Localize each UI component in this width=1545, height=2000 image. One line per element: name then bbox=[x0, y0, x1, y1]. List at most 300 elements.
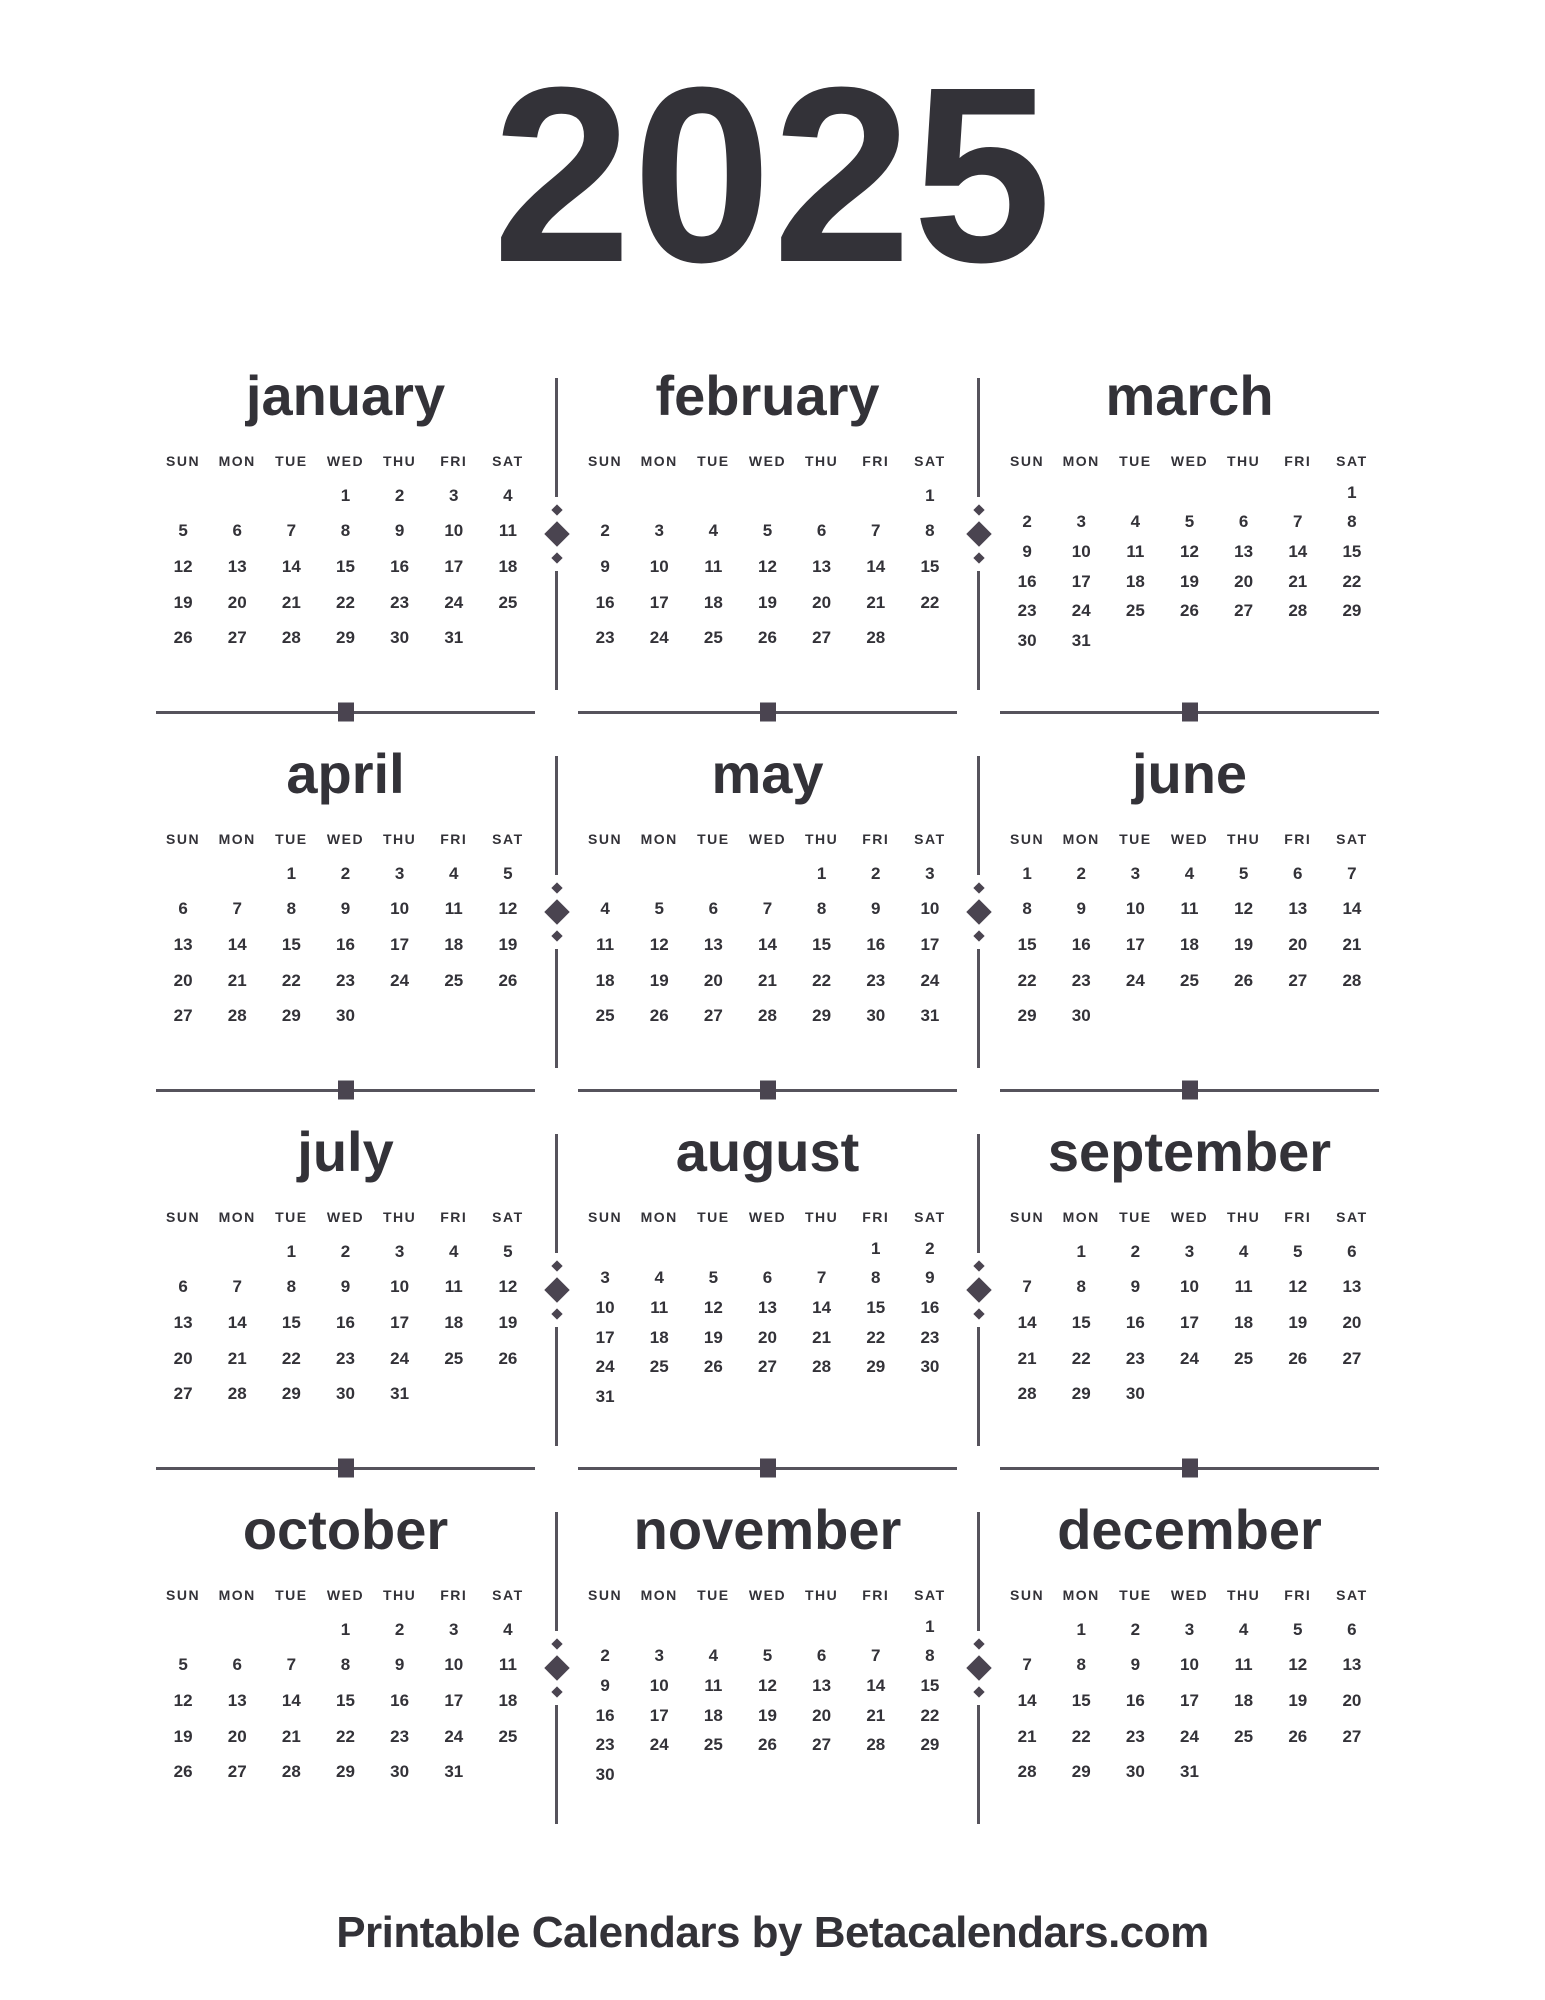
weekday-label: SAT bbox=[492, 831, 524, 847]
date-cell: 12 bbox=[173, 556, 193, 576]
date-cell: 26 bbox=[758, 628, 777, 648]
divider-line bbox=[977, 571, 980, 690]
date-cell: 21 bbox=[866, 1705, 886, 1725]
date-cell: 16 bbox=[920, 1298, 940, 1318]
weekday-label: FRI bbox=[440, 1209, 468, 1225]
date-cell-empty bbox=[903, 1382, 957, 1412]
date-cell: 4 bbox=[1184, 863, 1195, 883]
date-cell: 9 bbox=[871, 899, 881, 919]
weekday-label: SUN bbox=[166, 453, 201, 469]
date-cell: 19 bbox=[498, 1312, 518, 1332]
date-cell: 8 bbox=[340, 1655, 351, 1675]
date-cell-empty bbox=[156, 1612, 210, 1648]
date-cell: 15 bbox=[920, 1676, 940, 1696]
weekday-label: SUN bbox=[1010, 831, 1045, 847]
square-icon bbox=[1182, 1081, 1198, 1100]
date-cell: 29 bbox=[1017, 1006, 1037, 1026]
date-cell: 29 bbox=[281, 1384, 301, 1404]
date-cell-empty bbox=[156, 856, 210, 892]
date-cell: 27 bbox=[227, 628, 247, 648]
date-cell: 5 bbox=[1293, 1241, 1303, 1261]
date-cell: 29 bbox=[866, 1357, 886, 1377]
date-cell: 2 bbox=[1130, 1619, 1141, 1639]
weekday-header-row bbox=[156, 1204, 535, 1230]
date-cell-empty bbox=[1054, 478, 1108, 508]
divider-gap bbox=[549, 700, 564, 724]
date-cell-empty bbox=[849, 478, 903, 514]
date-cell: 23 bbox=[1017, 601, 1037, 621]
date-cell: 5 bbox=[178, 1655, 188, 1675]
date-cell: 7 bbox=[1293, 512, 1303, 532]
date-cell-empty bbox=[1217, 1376, 1271, 1412]
date-cell: 24 bbox=[444, 1726, 464, 1746]
vertical-divider bbox=[971, 1480, 986, 1834]
weekday-label: WED bbox=[1170, 831, 1209, 847]
horizontal-divider bbox=[142, 700, 549, 724]
date-cell: 31 bbox=[595, 1387, 615, 1407]
date-cell-empty bbox=[1217, 626, 1271, 656]
date-cell: 12 bbox=[758, 1676, 777, 1696]
month-title: june bbox=[1131, 742, 1248, 805]
date-cell: 9 bbox=[340, 899, 351, 919]
date-cell: 11 bbox=[1234, 1655, 1253, 1675]
date-cell: 20 bbox=[812, 1705, 832, 1725]
date-cell: 6 bbox=[178, 899, 188, 919]
date-cell: 15 bbox=[281, 934, 301, 954]
date-cell: 18 bbox=[595, 970, 615, 990]
date-cell-empty bbox=[740, 1760, 794, 1790]
date-cell: 1 bbox=[925, 1616, 935, 1636]
date-cell: 9 bbox=[394, 521, 405, 541]
date-cell: 21 bbox=[866, 592, 886, 612]
date-cell: 3 bbox=[1184, 1619, 1195, 1639]
diamond-icon bbox=[973, 1638, 984, 1649]
date-cell: 23 bbox=[336, 1348, 355, 1368]
date-cell: 7 bbox=[1022, 1655, 1032, 1675]
divider-line bbox=[555, 756, 558, 875]
date-cell: 18 bbox=[1234, 1690, 1254, 1710]
weekday-label: SAT bbox=[914, 453, 946, 469]
date-cell: 14 bbox=[758, 934, 777, 954]
month-dates bbox=[156, 856, 535, 1034]
date-cell: 10 bbox=[920, 899, 940, 919]
weekday-label: FRI bbox=[862, 453, 890, 469]
date-cell: 12 bbox=[1234, 899, 1254, 919]
date-cell: 16 bbox=[1125, 1312, 1145, 1332]
date-cell-empty bbox=[373, 998, 427, 1034]
date-cell: 14 bbox=[866, 556, 886, 576]
weekday-label: FRI bbox=[1284, 831, 1312, 847]
date-cell: 24 bbox=[390, 1348, 410, 1368]
date-cell: 15 bbox=[1071, 1690, 1091, 1710]
diamond-icon bbox=[551, 1638, 562, 1649]
date-cell: 23 bbox=[920, 1327, 940, 1347]
weekday-label: MON bbox=[1062, 1209, 1100, 1225]
month-title: november bbox=[633, 1498, 902, 1561]
date-cell: 30 bbox=[595, 1765, 615, 1785]
date-cell: 10 bbox=[1125, 899, 1145, 919]
divider-gap bbox=[549, 1078, 564, 1102]
date-cell: 24 bbox=[1125, 970, 1145, 990]
date-cell: 22 bbox=[866, 1327, 886, 1347]
date-cell: 14 bbox=[812, 1298, 832, 1318]
date-cell: 27 bbox=[173, 1384, 193, 1404]
date-cell: 29 bbox=[1071, 1384, 1091, 1404]
date-cell: 17 bbox=[920, 934, 940, 954]
date-cell: 1 bbox=[925, 485, 935, 505]
month-dates bbox=[578, 1234, 957, 1412]
month-dates bbox=[1000, 856, 1379, 1034]
date-cell: 18 bbox=[703, 592, 723, 612]
date-cell: 3 bbox=[394, 1241, 405, 1261]
weekday-label: WED bbox=[326, 1587, 365, 1603]
diamond-icon bbox=[973, 882, 984, 893]
date-cell: 10 bbox=[444, 1655, 464, 1675]
date-cell: 28 bbox=[1017, 1762, 1037, 1782]
diamond-icon bbox=[973, 504, 984, 515]
weekday-label: THU bbox=[1226, 1209, 1261, 1225]
date-cell: 13 bbox=[227, 556, 247, 576]
date-cell: 26 bbox=[703, 1357, 723, 1377]
date-cell: 11 bbox=[444, 899, 463, 919]
weekday-label: WED bbox=[748, 453, 787, 469]
date-cell: 23 bbox=[866, 970, 886, 990]
month-title: may bbox=[711, 742, 824, 805]
diamond-icon bbox=[551, 1686, 562, 1697]
divider-line bbox=[977, 949, 980, 1068]
date-cell: 13 bbox=[1288, 899, 1308, 919]
date-cell: 30 bbox=[1071, 1006, 1091, 1026]
date-cell: 4 bbox=[503, 1619, 513, 1639]
date-cell-empty bbox=[210, 856, 264, 892]
date-cell: 22 bbox=[1071, 1348, 1091, 1368]
month-title: march bbox=[1105, 364, 1274, 427]
date-cell: 19 bbox=[1288, 1690, 1308, 1710]
divider-line bbox=[555, 571, 558, 690]
date-cell: 20 bbox=[227, 1726, 247, 1746]
date-cell: 19 bbox=[1234, 934, 1254, 954]
date-cell: 12 bbox=[1288, 1277, 1308, 1297]
horizontal-divider bbox=[564, 700, 971, 724]
date-cell: 12 bbox=[703, 1298, 723, 1318]
date-cell: 31 bbox=[1071, 631, 1091, 651]
date-cell: 25 bbox=[1234, 1348, 1254, 1368]
date-cell: 30 bbox=[920, 1357, 940, 1377]
weekday-label: THU bbox=[1226, 831, 1261, 847]
date-cell: 30 bbox=[336, 1384, 355, 1404]
weekday-label: SAT bbox=[914, 1587, 946, 1603]
date-cell: 20 bbox=[1234, 571, 1254, 591]
month-dates bbox=[1000, 478, 1379, 656]
divider-gap bbox=[549, 1456, 564, 1480]
date-cell: 30 bbox=[1125, 1384, 1145, 1404]
date-cell: 8 bbox=[925, 1646, 935, 1666]
date-cell: 8 bbox=[286, 899, 297, 919]
date-cell: 16 bbox=[390, 1690, 410, 1710]
date-cell: 2 bbox=[1130, 1241, 1141, 1261]
date-cell: 20 bbox=[1342, 1690, 1362, 1710]
date-cell: 22 bbox=[281, 1348, 301, 1368]
date-cell: 10 bbox=[1180, 1655, 1199, 1675]
date-cell: 17 bbox=[1180, 1312, 1199, 1332]
date-cell: 30 bbox=[390, 628, 410, 648]
date-cell: 24 bbox=[1180, 1348, 1199, 1368]
date-cell: 4 bbox=[708, 521, 719, 541]
date-cell: 15 bbox=[336, 556, 355, 576]
date-cell: 19 bbox=[1288, 1312, 1308, 1332]
weekday-label: MON bbox=[1062, 453, 1100, 469]
date-cell: 25 bbox=[595, 1006, 615, 1026]
date-cell: 7 bbox=[232, 899, 242, 919]
date-cell: 15 bbox=[1071, 1312, 1091, 1332]
date-cell-empty bbox=[740, 1612, 794, 1642]
date-cell: 5 bbox=[762, 1646, 773, 1666]
date-cell-empty bbox=[1162, 998, 1216, 1034]
date-cell-empty bbox=[210, 1612, 264, 1648]
date-cell: 4 bbox=[449, 1241, 459, 1261]
date-cell: 20 bbox=[173, 1348, 193, 1368]
date-cell: 25 bbox=[444, 970, 464, 990]
date-cell: 23 bbox=[1071, 970, 1091, 990]
weekday-label: SUN bbox=[588, 1209, 623, 1225]
date-cell: 14 bbox=[281, 1690, 301, 1710]
horizontal-divider bbox=[564, 1078, 971, 1102]
date-cell: 31 bbox=[444, 628, 464, 648]
date-cell: 2 bbox=[340, 863, 351, 883]
date-cell: 7 bbox=[871, 1646, 881, 1666]
weekday-header-row bbox=[1000, 448, 1379, 474]
date-cell: 18 bbox=[649, 1327, 669, 1347]
date-cell: 19 bbox=[1180, 571, 1199, 591]
date-cell: 3 bbox=[394, 863, 405, 883]
date-cell-empty bbox=[1217, 998, 1271, 1034]
date-cell: 29 bbox=[812, 1006, 832, 1026]
date-cell: 8 bbox=[1076, 1655, 1086, 1675]
date-cell: 25 bbox=[703, 628, 723, 648]
date-cell: 4 bbox=[708, 1646, 719, 1666]
date-cell: 6 bbox=[762, 1268, 773, 1288]
divider-line bbox=[977, 1705, 980, 1824]
month-block-october bbox=[142, 1480, 549, 1834]
date-cell: 13 bbox=[173, 1312, 193, 1332]
date-cell: 10 bbox=[595, 1298, 615, 1318]
date-cell: 22 bbox=[281, 970, 301, 990]
date-cell-empty bbox=[686, 478, 740, 514]
date-cell: 27 bbox=[758, 1357, 777, 1377]
date-cell: 21 bbox=[227, 1348, 247, 1368]
date-cell: 16 bbox=[1125, 1690, 1145, 1710]
date-cell: 30 bbox=[1125, 1762, 1145, 1782]
date-cell: 24 bbox=[920, 970, 940, 990]
date-cell: 16 bbox=[1071, 934, 1091, 954]
month-title: july bbox=[297, 1120, 394, 1183]
date-cell: 18 bbox=[703, 1705, 723, 1725]
date-cell: 23 bbox=[390, 1726, 410, 1746]
date-cell: 12 bbox=[498, 899, 518, 919]
weekday-label: SUN bbox=[1010, 453, 1045, 469]
weekday-label: FRI bbox=[1284, 1209, 1312, 1225]
weekday-label: THU bbox=[382, 453, 417, 469]
date-cell: 28 bbox=[812, 1357, 832, 1377]
diamond-icon bbox=[973, 1686, 984, 1697]
date-cell: 26 bbox=[498, 1348, 518, 1368]
weekday-label: MON bbox=[218, 1587, 256, 1603]
weekday-label: SAT bbox=[492, 1587, 524, 1603]
month-block-november bbox=[564, 1480, 971, 1834]
square-icon bbox=[338, 703, 354, 722]
weekday-label: TUE bbox=[275, 1209, 308, 1225]
date-cell: 28 bbox=[281, 1762, 301, 1782]
weekday-label: SAT bbox=[492, 1209, 524, 1225]
date-cell: 24 bbox=[1071, 601, 1091, 621]
weekday-label: THU bbox=[804, 453, 839, 469]
date-cell-empty bbox=[1271, 998, 1325, 1034]
divider-line bbox=[555, 949, 558, 1068]
date-cell: 3 bbox=[1184, 1241, 1195, 1261]
date-cell-empty bbox=[740, 1382, 794, 1412]
date-cell: 7 bbox=[762, 899, 773, 919]
date-cell: 20 bbox=[227, 592, 247, 612]
date-cell-empty bbox=[686, 1382, 740, 1412]
date-cell: 7 bbox=[232, 1277, 242, 1297]
date-cell: 29 bbox=[336, 628, 355, 648]
date-cell: 8 bbox=[1076, 1277, 1086, 1297]
date-cell: 20 bbox=[1288, 934, 1308, 954]
date-cell: 3 bbox=[449, 1619, 459, 1639]
date-cell: 1 bbox=[1076, 1619, 1086, 1639]
date-cell: 28 bbox=[1342, 970, 1362, 990]
date-cell: 9 bbox=[1022, 542, 1032, 562]
divider-line bbox=[977, 1327, 980, 1446]
date-cell: 6 bbox=[232, 521, 242, 541]
date-cell-empty bbox=[632, 1234, 686, 1264]
date-cell: 9 bbox=[340, 1277, 351, 1297]
divider-gap bbox=[971, 1078, 986, 1102]
diamond-icon bbox=[973, 1260, 984, 1271]
date-cell: 17 bbox=[595, 1327, 615, 1347]
date-cell-empty bbox=[686, 1612, 740, 1642]
date-cell: 1 bbox=[286, 863, 297, 883]
date-cell: 23 bbox=[595, 1735, 615, 1755]
divider-line bbox=[555, 378, 558, 497]
vertical-divider bbox=[971, 1102, 986, 1456]
date-cell-empty bbox=[210, 1234, 264, 1270]
date-cell: 27 bbox=[703, 1006, 723, 1026]
month-dates bbox=[156, 1234, 535, 1412]
date-cell: 26 bbox=[173, 628, 193, 648]
date-cell: 31 bbox=[920, 1006, 940, 1026]
date-cell: 1 bbox=[340, 485, 351, 505]
date-cell: 19 bbox=[498, 934, 518, 954]
date-cell: 18 bbox=[1180, 934, 1199, 954]
date-cell-empty bbox=[1271, 626, 1325, 656]
date-cell: 31 bbox=[390, 1384, 410, 1404]
date-cell: 14 bbox=[227, 1312, 247, 1332]
date-cell: 13 bbox=[758, 1298, 777, 1318]
date-cell: 22 bbox=[1071, 1726, 1091, 1746]
horizontal-divider bbox=[142, 1078, 549, 1102]
date-cell: 4 bbox=[600, 899, 610, 919]
date-cell: 10 bbox=[390, 899, 410, 919]
date-cell: 2 bbox=[600, 1646, 610, 1666]
horizontal-divider bbox=[142, 1456, 549, 1480]
date-cell: 20 bbox=[703, 970, 723, 990]
weekday-label: SAT bbox=[1336, 831, 1368, 847]
date-cell: 19 bbox=[703, 1327, 723, 1347]
date-cell: 28 bbox=[866, 628, 886, 648]
date-cell: 6 bbox=[1238, 512, 1249, 532]
weekday-label: MON bbox=[218, 831, 256, 847]
date-cell: 20 bbox=[1342, 1312, 1362, 1332]
date-cell-empty bbox=[795, 1612, 849, 1642]
divider-gap bbox=[971, 1456, 986, 1480]
date-cell: 3 bbox=[654, 1646, 664, 1666]
date-cell: 13 bbox=[812, 556, 832, 576]
date-cell-empty bbox=[578, 1612, 632, 1642]
date-cell-empty bbox=[1271, 1376, 1325, 1412]
date-cell: 20 bbox=[173, 970, 193, 990]
date-cell: 21 bbox=[227, 970, 247, 990]
weekday-label: WED bbox=[326, 453, 365, 469]
date-cell: 16 bbox=[336, 934, 355, 954]
date-cell: 27 bbox=[812, 628, 832, 648]
date-cell: 17 bbox=[444, 556, 464, 576]
weekday-label: SUN bbox=[166, 1587, 201, 1603]
date-cell: 11 bbox=[650, 1298, 669, 1318]
date-cell-empty bbox=[1325, 626, 1379, 656]
month-block-july bbox=[142, 1102, 549, 1456]
weekday-label: WED bbox=[1170, 1587, 1209, 1603]
square-icon bbox=[760, 1459, 776, 1478]
date-cell: 26 bbox=[758, 1735, 777, 1755]
weekday-header-row bbox=[1000, 826, 1379, 852]
month-title: august bbox=[675, 1120, 860, 1183]
date-cell: 6 bbox=[1293, 863, 1303, 883]
date-cell: 25 bbox=[1234, 1726, 1254, 1746]
date-cell: 8 bbox=[816, 899, 827, 919]
date-cell: 2 bbox=[871, 863, 881, 883]
weekday-label: WED bbox=[748, 1587, 787, 1603]
divider-line bbox=[555, 1134, 558, 1253]
date-cell: 8 bbox=[286, 1277, 297, 1297]
weekday-label: WED bbox=[748, 1209, 787, 1225]
date-cell: 5 bbox=[1184, 512, 1195, 532]
date-cell-empty bbox=[795, 1760, 849, 1790]
date-cell-empty bbox=[632, 1760, 686, 1790]
date-cell-empty bbox=[795, 1234, 849, 1264]
weekday-label: TUE bbox=[275, 1587, 308, 1603]
date-cell-empty bbox=[578, 856, 632, 892]
date-cell: 17 bbox=[1071, 571, 1091, 591]
vertical-divider bbox=[971, 346, 986, 700]
date-cell: 6 bbox=[816, 521, 827, 541]
date-cell: 11 bbox=[704, 556, 723, 576]
date-cell: 2 bbox=[925, 1238, 935, 1258]
date-cell-empty bbox=[632, 478, 686, 514]
date-cell: 30 bbox=[866, 1006, 886, 1026]
weekday-header-row bbox=[156, 448, 535, 474]
date-cell: 21 bbox=[1288, 571, 1308, 591]
date-cell: 25 bbox=[1180, 970, 1199, 990]
date-cell: 16 bbox=[595, 1705, 615, 1725]
weekday-label: THU bbox=[804, 1209, 839, 1225]
weekday-label: MON bbox=[640, 1209, 678, 1225]
date-cell-empty bbox=[686, 1760, 740, 1790]
weekday-label: TUE bbox=[1119, 1209, 1152, 1225]
date-cell: 24 bbox=[1180, 1726, 1199, 1746]
date-cell: 10 bbox=[649, 1676, 669, 1696]
weekday-label: THU bbox=[1226, 1587, 1261, 1603]
